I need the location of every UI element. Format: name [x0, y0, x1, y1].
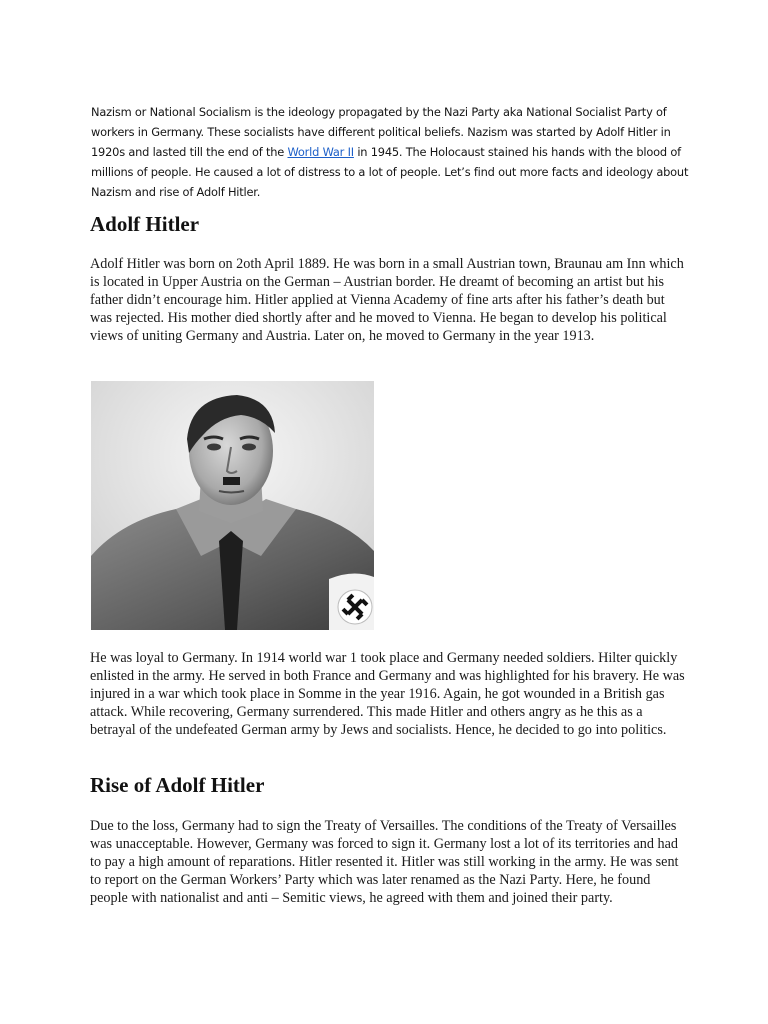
section-heading-rise: Rise of Adolf Hitler: [90, 773, 265, 797]
paragraph-treaty: Due to the loss, Germany had to sign the Treaty of Versailles. The conditions of the Treaty of Versailles was unacceptable. However, Germany was forced to sign it. Germany lost a lot of its territories and had to pay a high amount of reparations. Hitler resented it. Hitler was still working in the army. He was sent to report on the German Workers’ Party which was later renamed as the Nazi Party. Here, he found people with nationalist and anti – Semitic views, he agreed with them and joined their party.: [90, 818, 679, 906]
paragraph-military-service: He was loyal to Germany. In 1914 world war 1 took place and Germany needed soldiers. Hilter quickly enlisted in the army. He served in both France and Germany and was highlighted for his bravery. He was injured in a war which took place in Somme in the year 1916. Again, he got wounded in a British gas attack. While recovering, Germany surrendered. This made Hitler and others angry as he this as a betrayal of the undefeated German army by Jews and socialists. Hence, he decided to go into politics.: [90, 650, 685, 738]
world-war-ii-link[interactable]: World War II: [287, 145, 354, 160]
paragraph-birth: Adolf Hitler was born on 2oth April 1889. He was born in a small Austrian town, Braunau am Inn which is located in Upper Austria on the German – Austrian border. He dreamt of becoming an artist but his father didn’t encourage him. Hitler applied at Vienna Academy of fine arts after his father’s death but was rejected. His mother died shortly after and he moved to Vienna. He began to develop his political views of uniting Germany and Austria. Later on, he moved to Germany in the year 1913.: [90, 256, 684, 344]
intro-paragraph: [91, 102, 691, 202]
intro-text-before-link: Nazism or National Socialism is the ideology propagated by the Nazi Party aka National Socialist Party of workers in Germany. These socialists have different political beliefs. Nazism was started by Adolf Hitler in 1920s and lasted till the end of the: [91, 105, 671, 160]
intro-text-after-link: in 1945. The Holocaust stained his hands with the blood of millions of people. He caused a lot of distress to a lot of people. Let’s find out more facts and ideology about Nazism and rise of Adolf Hitler.: [91, 145, 689, 200]
section-heading-adolf-hitler: Adolf Hitler: [90, 212, 200, 236]
portrait-photo: [91, 381, 374, 630]
